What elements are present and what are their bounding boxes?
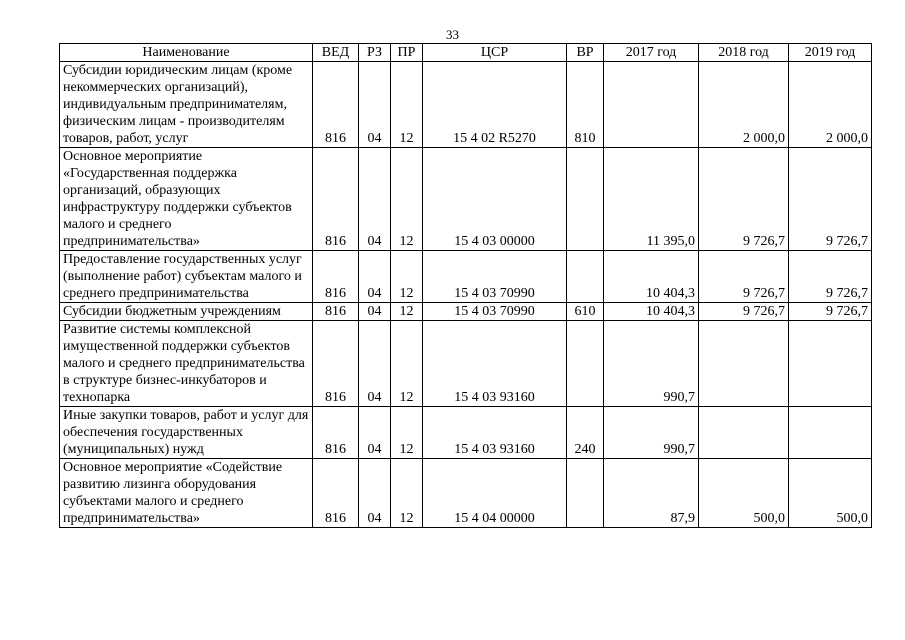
row-2019: 9 726,7 (789, 303, 872, 321)
row-vr (567, 321, 604, 407)
row-name: Иные закупки товаров, работ и услуг для обеспечения государственных (муниципальных) нужд (60, 407, 313, 459)
row-2017: 990,7 (604, 407, 699, 459)
row-csr: 15 4 03 70990 (423, 303, 567, 321)
row-2017: 10 404,3 (604, 303, 699, 321)
row-2019 (789, 321, 872, 407)
row-pr: 12 (391, 303, 423, 321)
row-2019: 2 000,0 (789, 62, 872, 148)
row-name: Предоставление государственных услуг (выполнение работ) субъектам малого и среднего предпринимательства (60, 251, 313, 303)
row-rz: 04 (359, 303, 391, 321)
row-2017 (604, 62, 699, 148)
row-rz: 04 (359, 407, 391, 459)
column-header-2018: 2018 год (699, 44, 789, 62)
row-rz: 04 (359, 148, 391, 251)
row-2017: 87,9 (604, 459, 699, 528)
column-header-2017: 2017 год (604, 44, 699, 62)
row-rz: 04 (359, 459, 391, 528)
row-2017: 10 404,3 (604, 251, 699, 303)
table-row (60, 303, 872, 321)
row-ved: 816 (313, 251, 359, 303)
row-2017: 990,7 (604, 321, 699, 407)
row-csr: 15 4 03 00000 (423, 148, 567, 251)
table-row (60, 321, 872, 407)
table-row (60, 251, 872, 303)
row-pr: 12 (391, 407, 423, 459)
row-ved: 816 (313, 407, 359, 459)
row-pr: 12 (391, 148, 423, 251)
row-vr (567, 148, 604, 251)
table-row (60, 459, 872, 528)
table-row (60, 62, 872, 148)
row-2018 (699, 321, 789, 407)
row-2018 (699, 407, 789, 459)
column-header-2019: 2019 год (789, 44, 872, 62)
row-2018: 9 726,7 (699, 251, 789, 303)
row-vr (567, 251, 604, 303)
row-csr: 15 4 03 70990 (423, 251, 567, 303)
row-rz: 04 (359, 251, 391, 303)
row-ved: 816 (313, 303, 359, 321)
row-2019 (789, 407, 872, 459)
row-rz: 04 (359, 321, 391, 407)
row-ved: 816 (313, 321, 359, 407)
row-csr: 15 4 02 R5270 (423, 62, 567, 148)
row-vr: 610 (567, 303, 604, 321)
table-header-row (60, 44, 872, 62)
row-2018: 2 000,0 (699, 62, 789, 148)
column-header-name: Наименование (60, 44, 313, 62)
row-name: Основное мероприятие «Содействие развитию лизинга оборудования субъектами малого и среднего предпринимательства» (60, 459, 313, 528)
row-vr: 810 (567, 62, 604, 148)
row-ved: 816 (313, 62, 359, 148)
column-header-ved: ВЕД (313, 44, 359, 62)
row-ved: 816 (313, 148, 359, 251)
row-rz: 04 (359, 62, 391, 148)
row-2018: 9 726,7 (699, 148, 789, 251)
row-pr: 12 (391, 251, 423, 303)
row-csr: 15 4 03 93160 (423, 321, 567, 407)
row-2018: 500,0 (699, 459, 789, 528)
row-name: Субсидии юридическим лицам (кроме некоммерческих организаций), индивидуальным предпринимателям, физическим лицам - производителям товаров, работ, услуг (60, 62, 313, 148)
row-2019: 9 726,7 (789, 148, 872, 251)
row-2017: 11 395,0 (604, 148, 699, 251)
row-pr: 12 (391, 459, 423, 528)
column-header-rz: РЗ (359, 44, 391, 62)
row-vr (567, 459, 604, 528)
column-header-csr: ЦСР (423, 44, 567, 62)
column-header-vr: ВР (567, 44, 604, 62)
table-row (60, 148, 872, 251)
row-csr: 15 4 03 93160 (423, 407, 567, 459)
row-2019: 500,0 (789, 459, 872, 528)
row-name: Субсидии бюджетным учреждениям (60, 303, 313, 321)
row-name: Развитие системы комплексной имущественной поддержки субъектов малого и среднего предпринимательства в структуре бизнес-инкубаторов и технопарка (60, 321, 313, 407)
row-2018: 9 726,7 (699, 303, 789, 321)
row-csr: 15 4 04 00000 (423, 459, 567, 528)
row-vr: 240 (567, 407, 604, 459)
row-ved: 816 (313, 459, 359, 528)
budget-table (59, 43, 872, 528)
row-name: Основное мероприятие «Государственная поддержка организаций, образующих инфраструктуру поддержки субъектов малого и среднего предпринимательства» (60, 148, 313, 251)
row-2019: 9 726,7 (789, 251, 872, 303)
row-pr: 12 (391, 62, 423, 148)
table-row (60, 407, 872, 459)
row-pr: 12 (391, 321, 423, 407)
column-header-pr: ПР (391, 44, 423, 62)
page-number: 33 (446, 27, 459, 42)
